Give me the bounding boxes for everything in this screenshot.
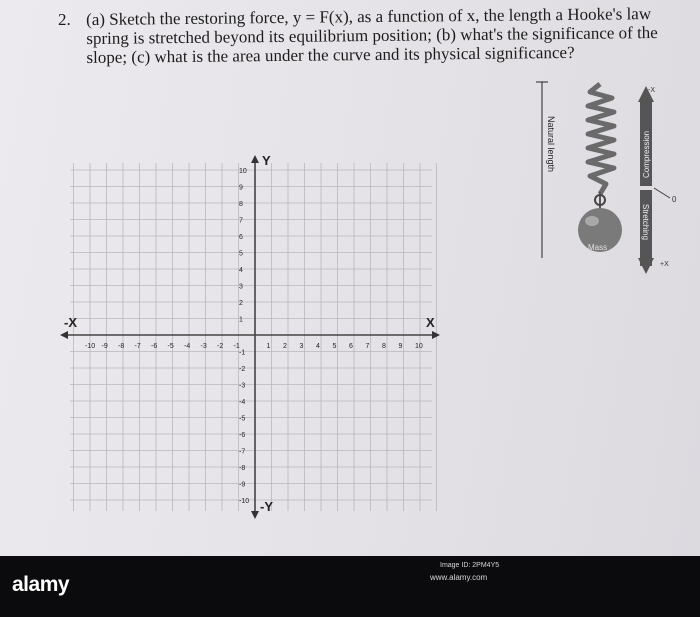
y-tick-label: -7	[239, 448, 246, 456]
x-tick-label: -5	[167, 343, 174, 350]
watermark-image-id: Image ID: 2PM4Y5	[440, 562, 500, 569]
x-tick-label: -1	[233, 343, 240, 350]
x-tick-label: -7	[134, 343, 141, 350]
x-tick-label: 2	[283, 343, 287, 350]
x-neg-arrow-icon	[60, 331, 68, 339]
tick-labels	[85, 168, 423, 505]
spring-diagram-svg	[528, 78, 688, 278]
x-tick-label: 8	[382, 343, 386, 350]
y-tick-label: 7	[239, 217, 243, 225]
x-tick-label: 9	[398, 343, 403, 350]
x-tick-label: -10	[85, 343, 96, 350]
x-tick-label: -9	[101, 343, 108, 350]
x-tick-label: 10	[415, 343, 423, 350]
x-tick-label: -2	[217, 343, 224, 350]
x-pos-arrow-icon	[432, 331, 440, 339]
x-tick-label: 3	[299, 343, 304, 350]
x-tick-label: -6	[151, 343, 158, 350]
y-tick-label: -3	[239, 382, 246, 390]
x-tick-label: 7	[365, 343, 370, 350]
x-tick-label: 1	[266, 343, 271, 350]
y-tick-label: -8	[239, 465, 246, 472]
y-tick-label: -1	[239, 349, 246, 357]
x-tick-label: -8	[118, 343, 125, 350]
y-tick-label: 6	[239, 234, 243, 241]
watermark-bar	[0, 556, 700, 617]
y-tick-label: -6	[239, 432, 246, 439]
x-tick-label: 4	[316, 343, 320, 350]
x-neg-label: -X	[64, 315, 77, 330]
stretching-label: Stretching	[641, 204, 650, 241]
question-text: (a) Sketch the restoring force, y = F(x), as a function of x, the length a Hooke's law spring is stretched beyond its equilibrium position; (b) what's the significance of the slope; (c) what is the area under the curve and its physical significance?	[86, 4, 658, 67]
alamy-logo: alamy	[12, 573, 70, 596]
zero-scale-label: 0	[672, 195, 677, 204]
spring-coil	[588, 84, 614, 194]
y-neg-label: -Y	[260, 499, 273, 514]
x-pos-label: X	[426, 315, 435, 330]
y-tick-label: 9	[239, 184, 243, 192]
y-tick-label: -2	[239, 366, 246, 373]
y-tick-label: -9	[239, 481, 246, 489]
neg-x-scale-label: -X	[648, 87, 655, 94]
y-tick-label: 4	[239, 267, 243, 274]
natural-length-label: Natural length	[546, 116, 556, 173]
mass-label: Mass	[588, 243, 608, 252]
y-neg-arrow-icon	[251, 511, 259, 519]
question-number: 2.	[58, 10, 71, 29]
coordinate-grid-svg	[60, 155, 440, 525]
grid-lines	[70, 163, 437, 511]
y-tick-label: 10	[239, 168, 247, 175]
y-tick-label: 1	[239, 316, 243, 324]
y-tick-label: 5	[239, 250, 243, 258]
y-tick-label: 2	[239, 300, 243, 307]
y-pos-arrow-icon	[251, 155, 259, 163]
y-axis	[251, 155, 259, 519]
spring-diagram	[528, 78, 688, 283]
coordinate-grid	[60, 155, 440, 530]
x-tick-label: 6	[349, 343, 353, 350]
y-tick-label: -4	[239, 399, 246, 406]
x-tick-label: -4	[184, 343, 191, 350]
y-tick-label: -10	[239, 498, 250, 505]
y-tick-label: 8	[239, 201, 243, 208]
y-tick-label: -5	[239, 415, 246, 423]
watermark-url: www.alamy.com	[430, 573, 488, 582]
compression-label: Compression	[642, 130, 651, 178]
y-pos-label: Y	[262, 155, 271, 168]
y-tick-label: 3	[239, 283, 243, 291]
pos-x-scale-label: +X	[660, 261, 669, 268]
x-axis	[60, 331, 440, 339]
x-tick-label: -3	[200, 343, 207, 350]
x-tick-label: 5	[332, 343, 337, 350]
